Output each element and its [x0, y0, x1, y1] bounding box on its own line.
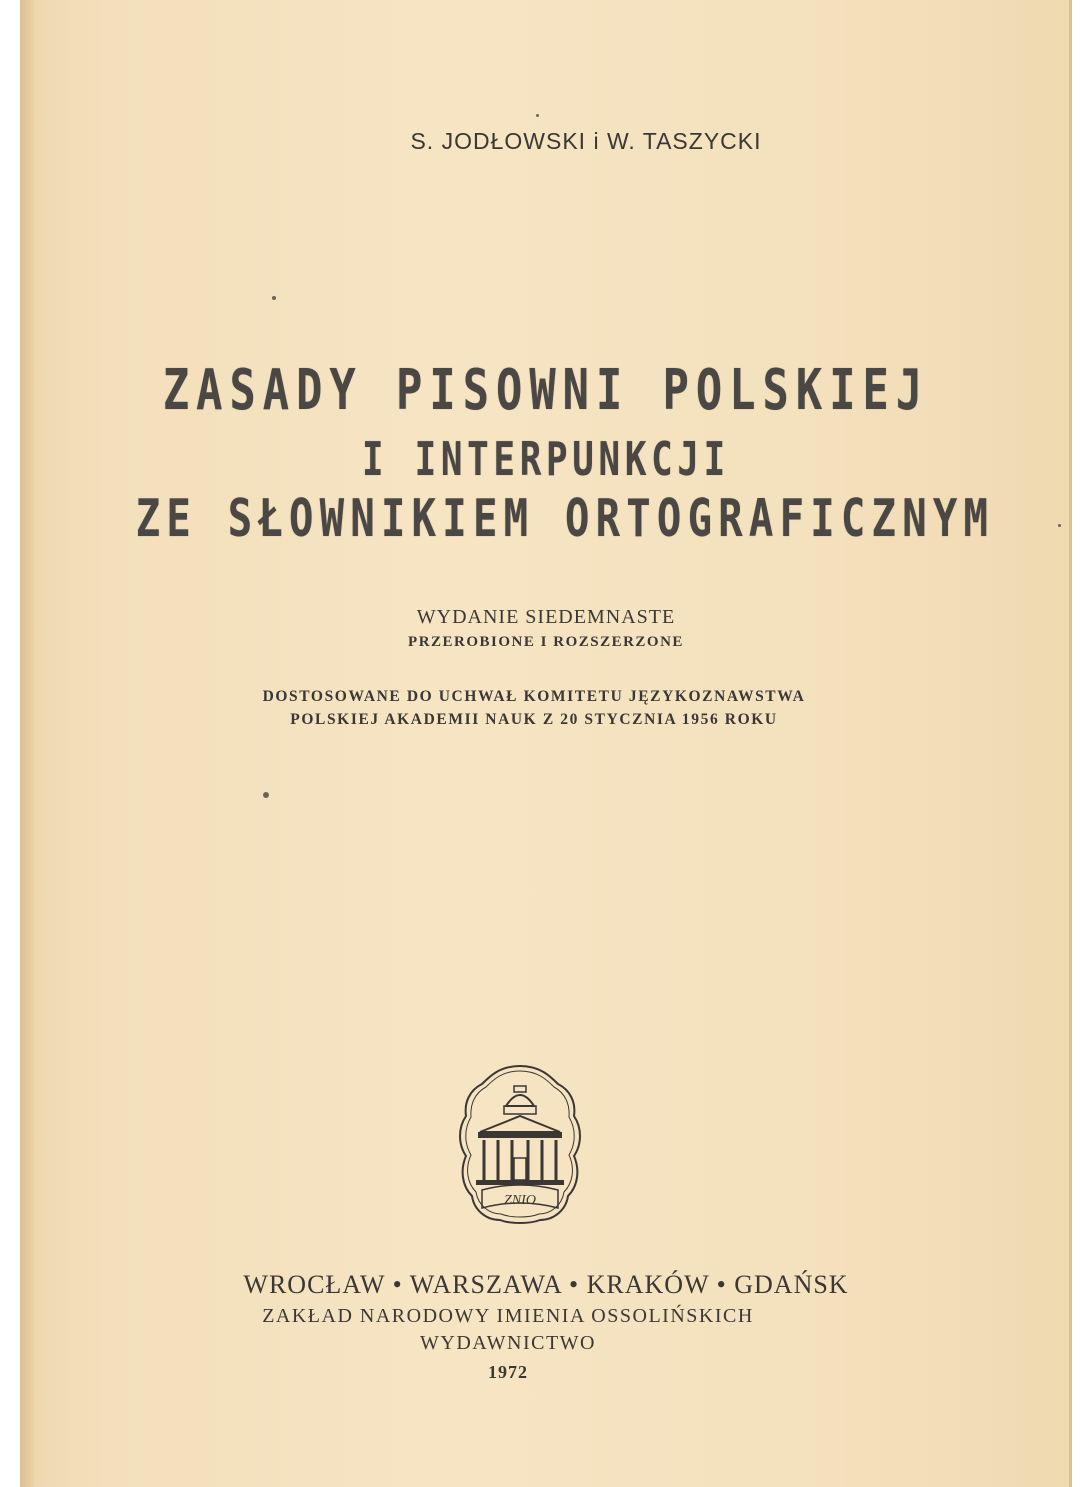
ossolineum-seal-icon	[454, 1062, 586, 1226]
authors-line: S. JODŁOWSKI i W. TASZYCKI	[410, 128, 762, 154]
book-title-page	[20, 0, 1072, 1487]
seal-monogram: ZNIO	[504, 1193, 536, 1208]
imprint-publisher: ZAKŁAD NARODOWY IMIENIA OSSOLIŃSKICH	[262, 1305, 754, 1327]
title-line-2: I INTERPUNKCJI	[362, 432, 730, 486]
ink-speck	[536, 114, 539, 117]
edition-subline: PRZEROBIONE I ROZSZERZONE	[408, 634, 684, 650]
edition-line: WYDANIE SIEDEMNASTE	[416, 606, 676, 628]
ink-speck	[1058, 524, 1061, 527]
imprint-cities: WROCŁAW • WARSZAWA • KRAKÓW • GDAŃSK	[243, 1270, 849, 1299]
adaptation-line-2: POLSKIEJ AKADEMII NAUK Z 20 STYCZNIA 1956 ROKU	[290, 711, 778, 728]
ink-speck	[272, 296, 276, 300]
imprint-label: WYDAWNICTWO	[420, 1332, 596, 1354]
ink-speck	[263, 792, 269, 798]
title-line-1: ZASADY PISOWNI POLSKIEJ	[162, 358, 930, 423]
adaptation-line-1: DOSTOSOWANE DO UCHWAŁ KOMITETU JĘZYKOZNAWSTWA	[262, 688, 806, 705]
imprint-year: 1972	[488, 1362, 528, 1382]
title-line-3: ZE SŁOWNIKIEM ORTOGRAFICZNYM	[135, 489, 995, 549]
